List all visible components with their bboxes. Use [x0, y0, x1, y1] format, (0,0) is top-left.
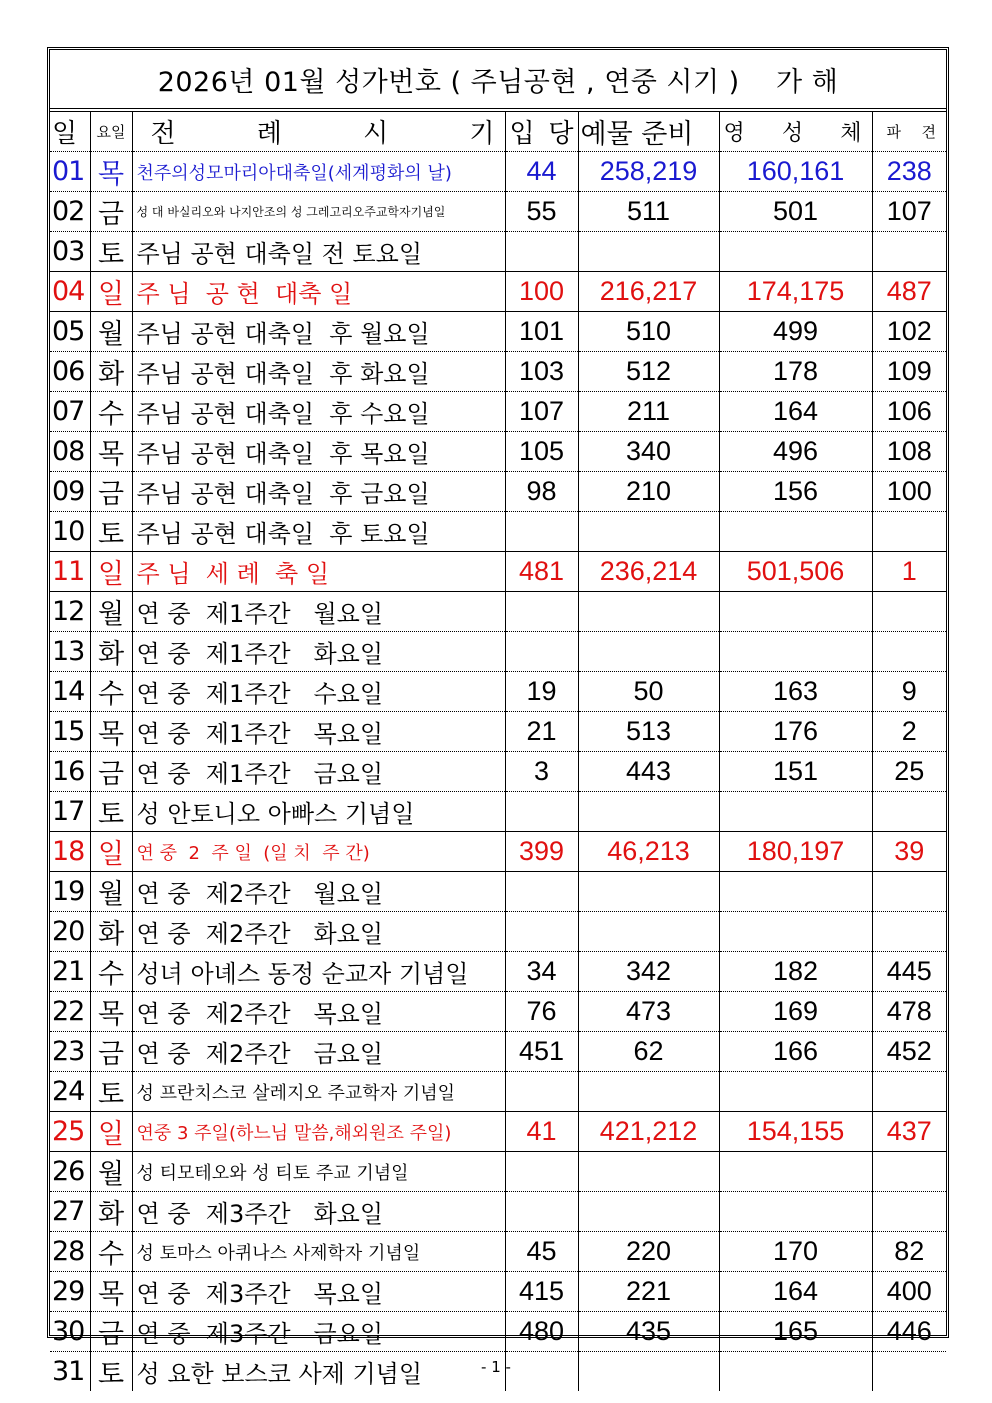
- liturgy-cell: 주님 공현 대축일 후 수요일: [132, 392, 505, 432]
- weekday-cell: 토: [90, 1072, 132, 1112]
- entrance-hymn-cell: [505, 872, 578, 912]
- liturgy-cell: 주님 공현 대축일 후 토요일: [132, 512, 505, 552]
- communion-hymn-cell: 501,506: [719, 552, 872, 592]
- offertory-hymn-cell: 216,217: [578, 272, 719, 312]
- offertory-hymn-cell: [578, 792, 719, 832]
- entrance-hymn-cell: 76: [505, 992, 578, 1032]
- communion-hymn-cell: [719, 232, 872, 272]
- dismissal-hymn-cell: 106: [872, 392, 946, 432]
- offertory-hymn-cell: 210: [578, 472, 719, 512]
- offertory-hymn-cell: [578, 1192, 719, 1232]
- table-row: [50, 512, 946, 552]
- dismissal-hymn-cell: 478: [872, 992, 946, 1032]
- communion-hymn-cell: 164: [719, 1272, 872, 1312]
- liturgy-cell: 주 님 세 례 축 일: [132, 552, 505, 592]
- entrance-hymn-cell: 480: [505, 1312, 578, 1352]
- header-row: [50, 112, 946, 152]
- day-cell: 10: [50, 512, 90, 552]
- header-liturgy-char: 례: [256, 119, 282, 149]
- entrance-hymn-cell: [505, 912, 578, 952]
- weekday-cell: 일: [90, 552, 132, 592]
- dismissal-hymn-cell: 487: [872, 272, 946, 312]
- liturgy-cell: 주님 공현 대축일 후 금요일: [132, 472, 505, 512]
- table-row: [50, 392, 946, 432]
- entrance-hymn-cell: 107: [505, 392, 578, 432]
- liturgy-cell: 성 대 바실리오와 나지안조의 성 그레고리오주교학자기념일: [132, 192, 505, 232]
- offertory-hymn-cell: 510: [578, 312, 719, 352]
- communion-hymn-cell: [719, 1072, 872, 1112]
- table-row: [50, 232, 946, 272]
- day-cell: 06: [50, 352, 90, 392]
- communion-hymn-cell: [719, 912, 872, 952]
- entrance-hymn-cell: 55: [505, 192, 578, 232]
- table-row: [50, 1312, 946, 1352]
- table-row: [50, 1112, 946, 1152]
- header-entrance-char: 당: [548, 119, 574, 149]
- liturgy-cell: 연 중 제2주간 목요일: [132, 992, 505, 1032]
- page-title: 2026년 01월 성가번호 ( 주님공현 , 연중 시기 ) 가 해: [50, 50, 946, 112]
- header-day: 일: [52, 119, 77, 149]
- liturgy-cell: 성 요한 보스코 사제 기념일: [132, 1352, 505, 1392]
- day-cell: 29: [50, 1272, 90, 1312]
- hymn-table: [50, 112, 946, 1391]
- offertory-hymn-cell: [578, 232, 719, 272]
- day-cell: 19: [50, 872, 90, 912]
- table-row: [50, 832, 946, 872]
- table-row: [50, 1152, 946, 1192]
- weekday-cell: 토: [90, 1352, 132, 1392]
- liturgy-cell: 주님 공현 대축일 전 토요일: [132, 232, 505, 272]
- day-cell: 07: [50, 392, 90, 432]
- communion-hymn-cell: 182: [719, 952, 872, 992]
- communion-hymn-cell: 151: [719, 752, 872, 792]
- offertory-hymn-cell: [578, 912, 719, 952]
- communion-hymn-cell: 166: [719, 1032, 872, 1072]
- weekday-cell: 목: [90, 992, 132, 1032]
- liturgy-cell: 연중 3 주일(하느님 말씀,해외원조 주일): [132, 1112, 505, 1152]
- day-cell: 26: [50, 1152, 90, 1192]
- communion-hymn-cell: [719, 1192, 872, 1232]
- offertory-hymn-cell: 221: [578, 1272, 719, 1312]
- dismissal-hymn-cell: 452: [872, 1032, 946, 1072]
- dismissal-hymn-cell: [872, 592, 946, 632]
- offertory-hymn-cell: 473: [578, 992, 719, 1032]
- communion-hymn-cell: [719, 1152, 872, 1192]
- liturgy-cell: 연 중 제3주간 목요일: [132, 1272, 505, 1312]
- communion-hymn-cell: 180,197: [719, 832, 872, 872]
- communion-hymn-cell: 496: [719, 432, 872, 472]
- liturgy-cell: 성 프란치스코 살레지오 주교학자 기념일: [132, 1072, 505, 1112]
- communion-hymn-cell: 170: [719, 1232, 872, 1272]
- weekday-cell: 수: [90, 1232, 132, 1272]
- header-dismissal-char: 파: [886, 123, 901, 141]
- communion-hymn-cell: 154,155: [719, 1112, 872, 1152]
- day-cell: 17: [50, 792, 90, 832]
- table-row: [50, 552, 946, 592]
- communion-hymn-cell: 501: [719, 192, 872, 232]
- entrance-hymn-cell: 399: [505, 832, 578, 872]
- dismissal-hymn-cell: [872, 1072, 946, 1112]
- dismissal-hymn-cell: 108: [872, 432, 946, 472]
- weekday-cell: 토: [90, 512, 132, 552]
- liturgy-cell: 천주의성모마리아대축일(세계평화의 날): [132, 152, 505, 192]
- day-cell: 14: [50, 672, 90, 712]
- header-offertory: 예물 준비: [578, 112, 719, 152]
- header-entrance: [505, 112, 578, 152]
- offertory-hymn-cell: 258,219: [578, 152, 719, 192]
- hymn-schedule-document: [47, 47, 949, 1390]
- entrance-hymn-cell: [505, 592, 578, 632]
- entrance-hymn-cell: 415: [505, 1272, 578, 1312]
- dismissal-hymn-cell: [872, 512, 946, 552]
- weekday-cell: 일: [90, 832, 132, 872]
- liturgy-cell: 연 중 제1주간 금요일: [132, 752, 505, 792]
- liturgy-cell: 연 중 제1주간 화요일: [132, 632, 505, 672]
- dismissal-hymn-cell: 446: [872, 1312, 946, 1352]
- table-row: [50, 1032, 946, 1072]
- day-cell: 05: [50, 312, 90, 352]
- weekday-cell: 금: [90, 1032, 132, 1072]
- weekday-cell: 수: [90, 392, 132, 432]
- communion-hymn-cell: [719, 592, 872, 632]
- header-dismissal-char: 견: [921, 123, 936, 141]
- table-row: [50, 1192, 946, 1232]
- dismissal-hymn-cell: 25: [872, 752, 946, 792]
- dismissal-hymn-cell: [872, 632, 946, 672]
- liturgy-cell: 연 중 제2주간 금요일: [132, 1032, 505, 1072]
- dismissal-hymn-cell: [872, 1152, 946, 1192]
- weekday-cell: 금: [90, 472, 132, 512]
- day-cell: 11: [50, 552, 90, 592]
- liturgy-cell: 주님 공현 대축일 후 월요일: [132, 312, 505, 352]
- day-cell: 25: [50, 1112, 90, 1152]
- header-dow: 요일: [90, 112, 132, 152]
- offertory-hymn-cell: 513: [578, 712, 719, 752]
- dismissal-hymn-cell: [872, 232, 946, 272]
- day-cell: 22: [50, 992, 90, 1032]
- header-communion-char: 체: [840, 121, 862, 146]
- day-cell: 08: [50, 432, 90, 472]
- offertory-hymn-cell: [578, 592, 719, 632]
- weekday-cell: 토: [90, 792, 132, 832]
- communion-hymn-cell: [719, 512, 872, 552]
- day-cell: 18: [50, 832, 90, 872]
- day-cell: 12: [50, 592, 90, 632]
- offertory-hymn-cell: 340: [578, 432, 719, 472]
- weekday-cell: 수: [90, 952, 132, 992]
- day-cell: 27: [50, 1192, 90, 1232]
- dismissal-hymn-cell: 82: [872, 1232, 946, 1272]
- table-row: [50, 272, 946, 312]
- table-row: [50, 592, 946, 632]
- weekday-cell: 화: [90, 1192, 132, 1232]
- dismissal-hymn-cell: 437: [872, 1112, 946, 1152]
- entrance-hymn-cell: 481: [505, 552, 578, 592]
- table-row: [50, 432, 946, 472]
- dismissal-hymn-cell: [872, 1192, 946, 1232]
- dismissal-hymn-cell: 39: [872, 832, 946, 872]
- liturgy-cell: 성 토마스 아퀴나스 사제학자 기념일: [132, 1232, 505, 1272]
- table-row: [50, 472, 946, 512]
- offertory-hymn-cell: 511: [578, 192, 719, 232]
- offertory-hymn-cell: 342: [578, 952, 719, 992]
- page-number: - 1 -: [481, 1358, 511, 1376]
- table-row: [50, 312, 946, 352]
- dismissal-hymn-cell: 9: [872, 672, 946, 712]
- communion-hymn-cell: [719, 632, 872, 672]
- weekday-cell: 일: [90, 1112, 132, 1152]
- entrance-hymn-cell: 34: [505, 952, 578, 992]
- entrance-hymn-cell: [505, 1152, 578, 1192]
- day-cell: 20: [50, 912, 90, 952]
- table-row: [50, 712, 946, 752]
- communion-hymn-cell: 499: [719, 312, 872, 352]
- communion-hymn-cell: 164: [719, 392, 872, 432]
- offertory-hymn-cell: 421,212: [578, 1112, 719, 1152]
- entrance-hymn-cell: 105: [505, 432, 578, 472]
- header-communion-char: 성: [781, 121, 804, 146]
- dismissal-hymn-cell: [872, 792, 946, 832]
- table-row: [50, 192, 946, 232]
- dismissal-hymn-cell: [872, 912, 946, 952]
- entrance-hymn-cell: 103: [505, 352, 578, 392]
- liturgy-cell: 주님 공현 대축일 후 목요일: [132, 432, 505, 472]
- table-row: [50, 1272, 946, 1312]
- liturgy-cell: 연 중 제1주간 월요일: [132, 592, 505, 632]
- dismissal-hymn-cell: 109: [872, 352, 946, 392]
- day-cell: 13: [50, 632, 90, 672]
- weekday-cell: 화: [90, 352, 132, 392]
- communion-hymn-cell: 178: [719, 352, 872, 392]
- liturgy-cell: 성 안토니오 아빠스 기념일: [132, 792, 505, 832]
- day-cell: 02: [50, 192, 90, 232]
- header-liturgy-char: 기: [469, 119, 495, 149]
- header-liturgy-char: 시: [363, 119, 389, 149]
- liturgy-cell: 연 중 제3주간 금요일: [132, 1312, 505, 1352]
- weekday-cell: 월: [90, 312, 132, 352]
- weekday-cell: 월: [90, 872, 132, 912]
- offertory-hymn-cell: [578, 1152, 719, 1192]
- day-cell: 23: [50, 1032, 90, 1072]
- header-entrance-char: 입: [509, 119, 535, 149]
- offertory-hymn-cell: 62: [578, 1032, 719, 1072]
- dismissal-hymn-cell: 2: [872, 712, 946, 752]
- header-communion-char: 영: [723, 121, 745, 146]
- weekday-cell: 월: [90, 1152, 132, 1192]
- weekday-cell: 목: [90, 432, 132, 472]
- day-cell: 09: [50, 472, 90, 512]
- dismissal-hymn-cell: 100: [872, 472, 946, 512]
- communion-hymn-cell: [719, 872, 872, 912]
- day-cell: 15: [50, 712, 90, 752]
- weekday-cell: 토: [90, 232, 132, 272]
- communion-hymn-cell: 156: [719, 472, 872, 512]
- table-row: [50, 872, 946, 912]
- offertory-hymn-cell: [578, 632, 719, 672]
- communion-hymn-cell: 174,175: [719, 272, 872, 312]
- day-cell: 30: [50, 1312, 90, 1352]
- offertory-hymn-cell: [578, 1072, 719, 1112]
- header-communion: [719, 112, 872, 152]
- weekday-cell: 목: [90, 712, 132, 752]
- dismissal-hymn-cell: 445: [872, 952, 946, 992]
- liturgy-cell: 연 중 2 주 일 (일 치 주 간): [132, 832, 505, 872]
- liturgy-cell: 연 중 제2주간 월요일: [132, 872, 505, 912]
- day-cell: 16: [50, 752, 90, 792]
- header-liturgy-char: 전: [150, 119, 176, 149]
- entrance-hymn-cell: [505, 792, 578, 832]
- table-row: [50, 632, 946, 672]
- entrance-hymn-cell: 45: [505, 1232, 578, 1272]
- entrance-hymn-cell: [505, 1192, 578, 1232]
- dismissal-hymn-cell: 238: [872, 152, 946, 192]
- table-row: [50, 1232, 946, 1272]
- weekday-cell: 목: [90, 152, 132, 192]
- liturgy-cell: 성 티모테오와 성 티토 주교 기념일: [132, 1152, 505, 1192]
- day-cell: 04: [50, 272, 90, 312]
- dismissal-hymn-cell: [872, 872, 946, 912]
- offertory-hymn-cell: 46,213: [578, 832, 719, 872]
- entrance-hymn-cell: 19: [505, 672, 578, 712]
- day-cell: 01: [50, 152, 90, 192]
- entrance-hymn-cell: [505, 1072, 578, 1112]
- communion-hymn-cell: 160,161: [719, 152, 872, 192]
- offertory-hymn-cell: [578, 512, 719, 552]
- offertory-hymn-cell: 512: [578, 352, 719, 392]
- entrance-hymn-cell: [505, 512, 578, 552]
- liturgy-cell: 성녀 아녜스 동정 순교자 기념일: [132, 952, 505, 992]
- weekday-cell: 화: [90, 632, 132, 672]
- header-liturgy: [132, 112, 505, 152]
- offertory-hymn-cell: 236,214: [578, 552, 719, 592]
- table-row: [50, 952, 946, 992]
- table-row: [50, 912, 946, 952]
- entrance-hymn-cell: 21: [505, 712, 578, 752]
- communion-hymn-cell: 169: [719, 992, 872, 1032]
- weekday-cell: 금: [90, 192, 132, 232]
- header-dismissal: [872, 112, 946, 152]
- weekday-cell: 수: [90, 672, 132, 712]
- entrance-hymn-cell: 451: [505, 1032, 578, 1072]
- dismissal-hymn-cell: 400: [872, 1272, 946, 1312]
- offertory-hymn-cell: 50: [578, 672, 719, 712]
- table-row: [50, 792, 946, 832]
- weekday-cell: 일: [90, 272, 132, 312]
- offertory-hymn-cell: 435: [578, 1312, 719, 1352]
- communion-hymn-cell: 176: [719, 712, 872, 752]
- liturgy-cell: 주 님 공 현 대축 일: [132, 272, 505, 312]
- entrance-hymn-cell: 3: [505, 752, 578, 792]
- liturgy-cell: 연 중 제1주간 수요일: [132, 672, 505, 712]
- entrance-hymn-cell: 101: [505, 312, 578, 352]
- liturgy-cell: 연 중 제1주간 목요일: [132, 712, 505, 752]
- dismissal-hymn-cell: 107: [872, 192, 946, 232]
- communion-hymn-cell: 163: [719, 672, 872, 712]
- liturgy-cell: 연 중 제3주간 화요일: [132, 1192, 505, 1232]
- liturgy-cell: 주님 공현 대축일 후 화요일: [132, 352, 505, 392]
- dismissal-hymn-cell: 1: [872, 552, 946, 592]
- table-row: [50, 352, 946, 392]
- communion-hymn-cell: [719, 792, 872, 832]
- offertory-hymn-cell: 443: [578, 752, 719, 792]
- entrance-hymn-cell: 100: [505, 272, 578, 312]
- day-cell: 24: [50, 1072, 90, 1112]
- offertory-hymn-cell: [578, 872, 719, 912]
- weekday-cell: 월: [90, 592, 132, 632]
- weekday-cell: 화: [90, 912, 132, 952]
- entrance-hymn-cell: 41: [505, 1112, 578, 1152]
- offertory-hymn-cell: 220: [578, 1232, 719, 1272]
- table-row: [50, 1072, 946, 1112]
- table-row: [50, 152, 946, 192]
- entrance-hymn-cell: [505, 232, 578, 272]
- day-cell: 03: [50, 232, 90, 272]
- weekday-cell: 목: [90, 1272, 132, 1312]
- table-row: [50, 752, 946, 792]
- offertory-hymn-cell: 211: [578, 392, 719, 432]
- weekday-cell: 금: [90, 752, 132, 792]
- entrance-hymn-cell: 44: [505, 152, 578, 192]
- dismissal-hymn-cell: 102: [872, 312, 946, 352]
- liturgy-cell: 연 중 제2주간 화요일: [132, 912, 505, 952]
- day-cell: 28: [50, 1232, 90, 1272]
- entrance-hymn-cell: [505, 632, 578, 672]
- day-cell: 21: [50, 952, 90, 992]
- day-cell: 31: [50, 1352, 90, 1392]
- communion-hymn-cell: 165: [719, 1312, 872, 1352]
- table-row: [50, 992, 946, 1032]
- table-row: [50, 672, 946, 712]
- entrance-hymn-cell: 98: [505, 472, 578, 512]
- weekday-cell: 금: [90, 1312, 132, 1352]
